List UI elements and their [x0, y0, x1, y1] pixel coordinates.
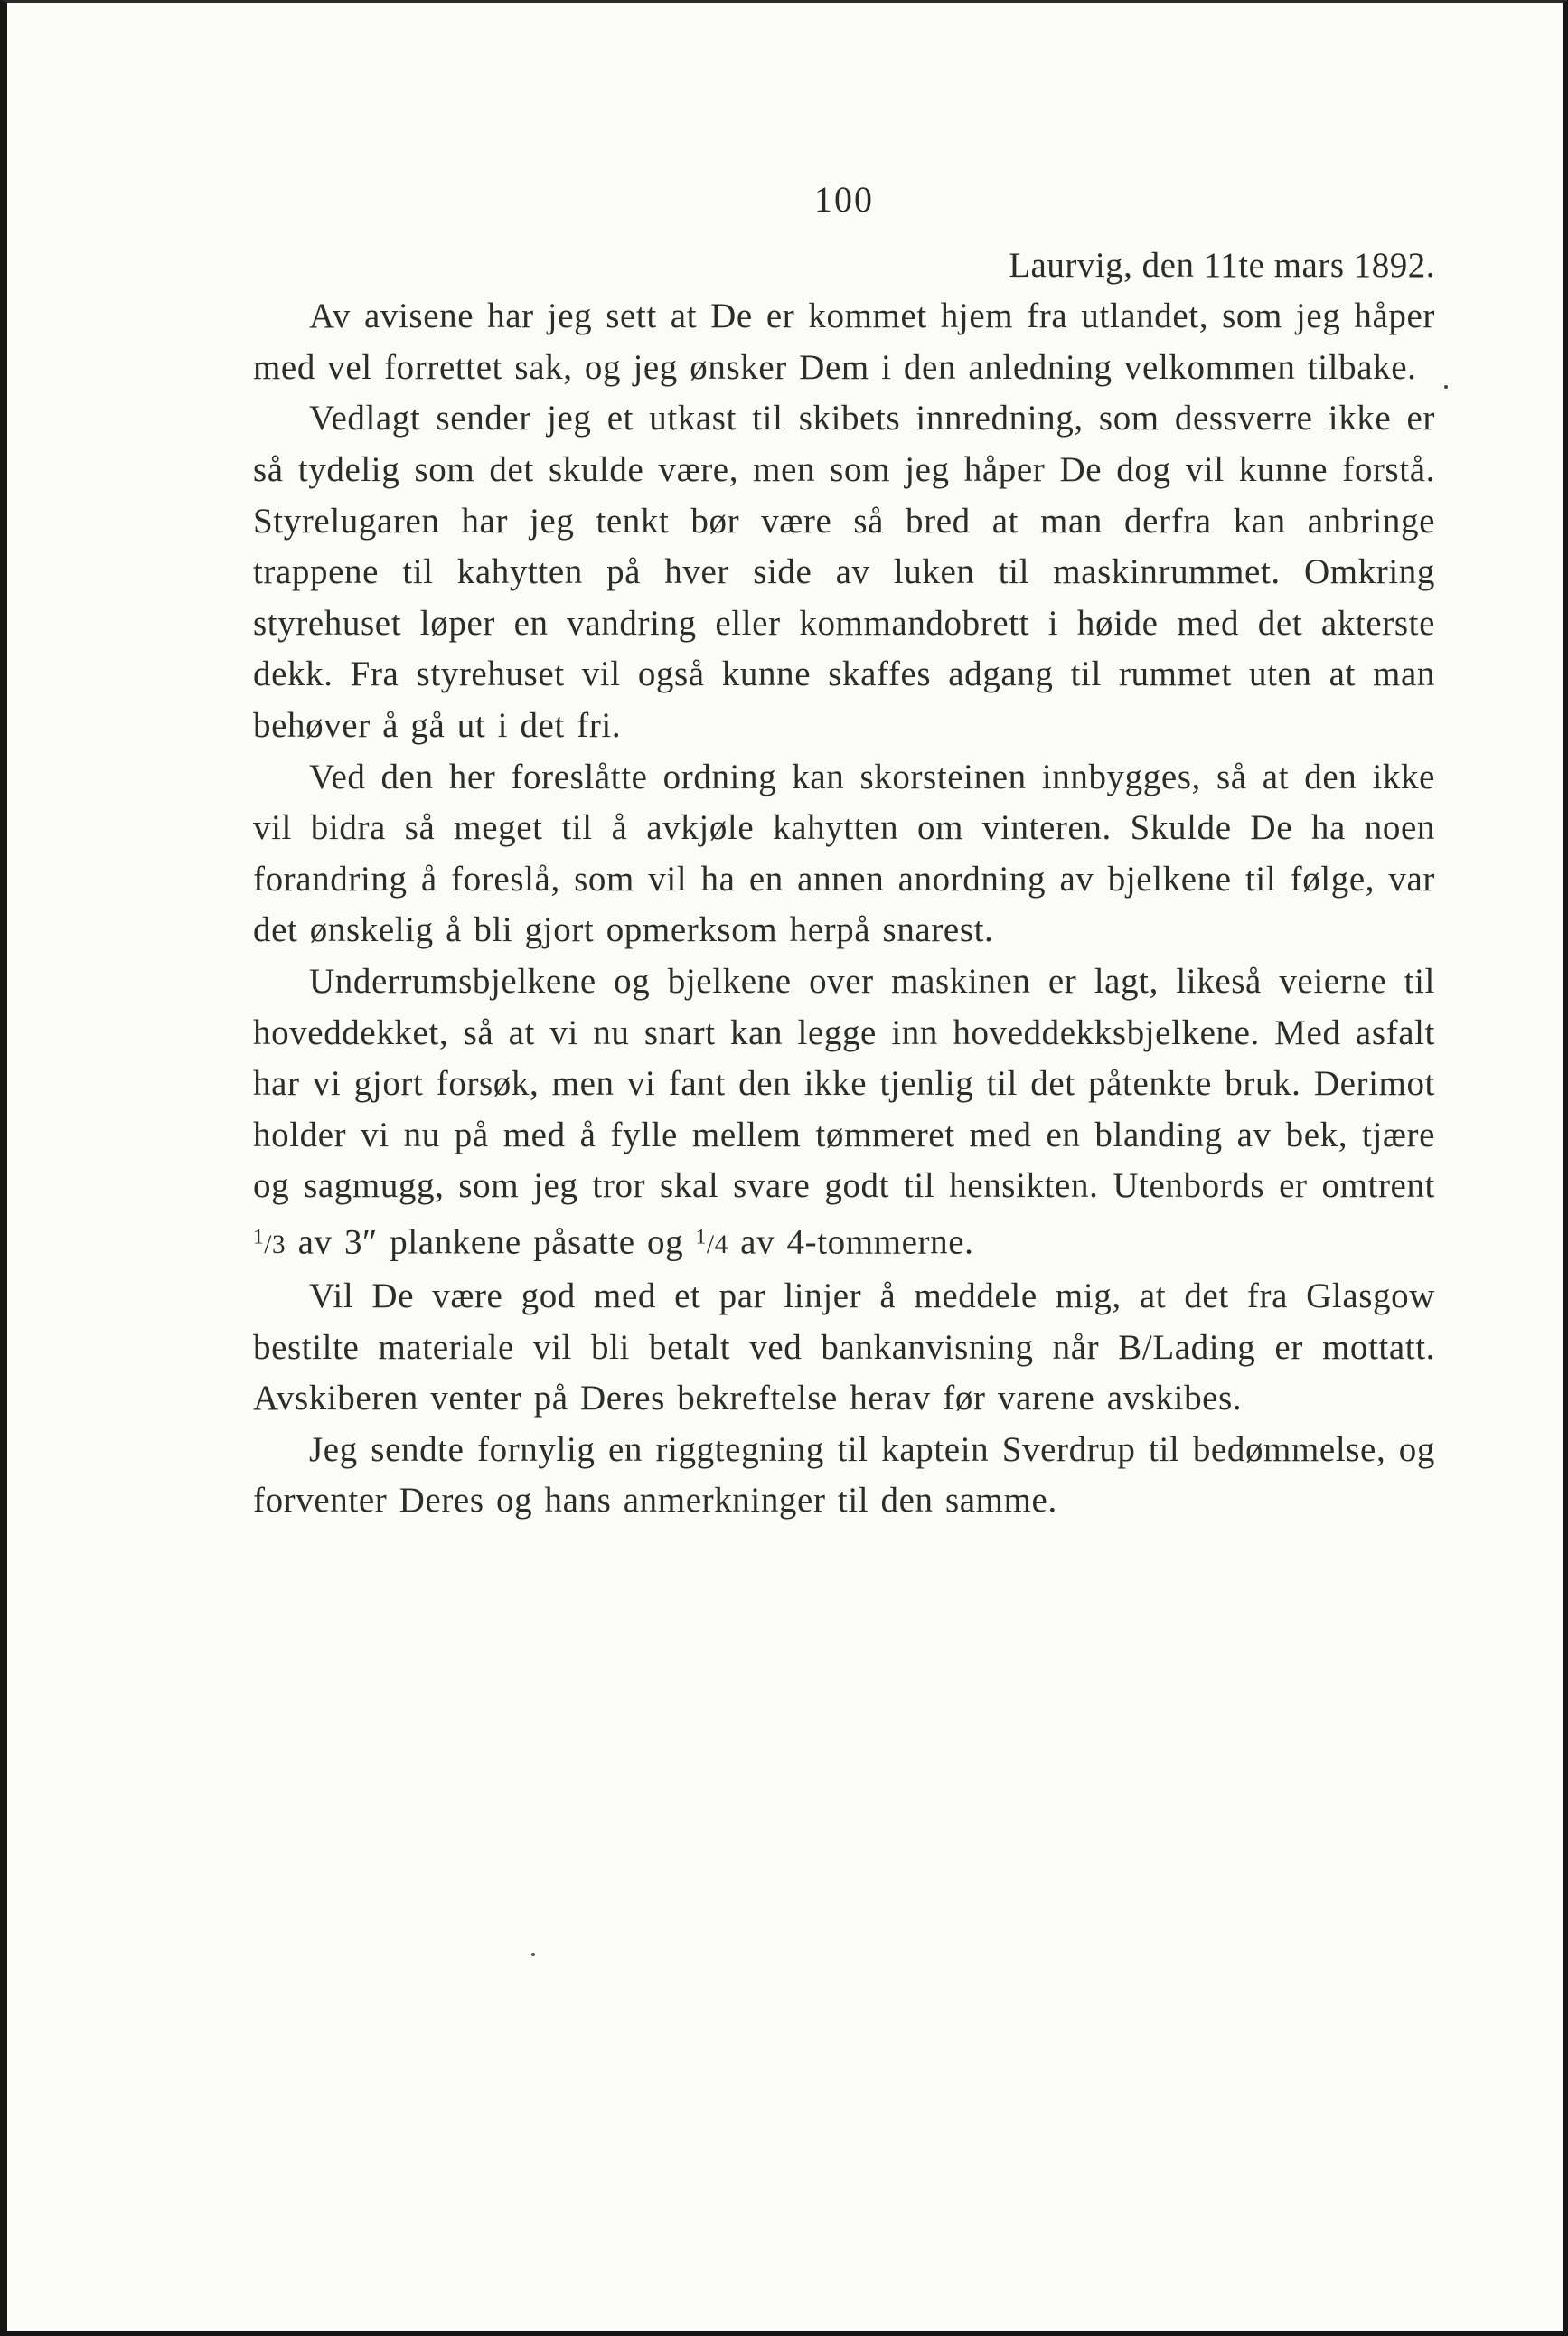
paragraph-5: Vil De være god med et par linjer å meddele mig, at det fra Glasgow bestilte materiale vil bli betalt ved bankanvisning når B/Lading er mottatt. Avskiberen venter på Deres bekreftelse herav før varene avskibes.: [253, 1276, 1435, 1418]
letter-dateline: Laurvig, den 11te mars 1892.: [1009, 245, 1435, 285]
paragraph-2: Vedlagt sender jeg et utkast til skibets innredning, som dessverre ikke er så tydelig som det skulde være, men som jeg håper De dog vil kunne forstå. Styrelugaren har jeg tenkt bør være så bred at man derfra kan anbringe trappene til kahytten på hver side av luken til maskinrummet. Omkring styrehuset løper en vandring eller kommandobrett i høide med det akterste dekk. Fra styrehuset vil også kunne skaffes adgang til rummet uten at man behøver å gå ut i det fri.: [253, 399, 1435, 745]
paragraph-6: Jeg sendte fornylig en riggtegning til kaptein Sverdrup til bedømmelse, og forventer Deres og hans anmerkninger til den samme.: [253, 1429, 1435, 1521]
letter-body: [253, 174, 1435, 1527]
fraction-one-quarter-numerator: 1: [695, 1225, 707, 1249]
paragraph-4-text-a: Underrumsbjelkene og bjelkene over maskinen er lagt, likeså veierne til hoveddekket, så at vi nu snart kan legge inn hoveddekksbjelkene. Med asfalt har vi gjort forsøk, men vi fant den ikke tjenlig til det påtenkte bruk. Derimot holder vi nu på med å fylle mellem tømmeret med en blanding av bek, tjære og sagmugg, som jeg tror skal svare godt til hensikten. Utenbords er omtrent: [253, 961, 1435, 1206]
paragraph-4: [253, 956, 1435, 1271]
ink-speck: [1444, 385, 1448, 389]
paragraph-3: Ved den her foreslåtte ordning kan skorsteinen innbygges, så at den ikke vil bidra så meget til å avkjøle kahytten om vinteren. Skulde De ha noen forandring å foreslå, som vil ha en annen anordning av bjelkene til følge, var det ønskelig å bli gjort opmerksom herpå snarest.: [253, 757, 1435, 950]
paragraph-4-text-b: av 3″ plankene påsatte og: [286, 1222, 696, 1262]
fraction-one-third-numerator: 1: [253, 1225, 265, 1249]
paragraph-1: Av avisene har jeg sett at De er kommet hjem fra utlandet, som jeg håper med vel forrettet sak, og jeg ønsker Dem i den anledning velkommen tilbake.: [253, 297, 1435, 387]
fraction-one-third-denominator: /3: [264, 1230, 286, 1260]
fraction-one-third: [253, 1225, 286, 1260]
page-number: 100: [814, 179, 874, 220]
fraction-one-quarter-denominator: /4: [706, 1230, 728, 1260]
ink-speck: [531, 1953, 535, 1956]
fraction-one-quarter: [695, 1225, 728, 1260]
paragraph-4-text-c: av 4-tommerne.: [728, 1222, 974, 1262]
